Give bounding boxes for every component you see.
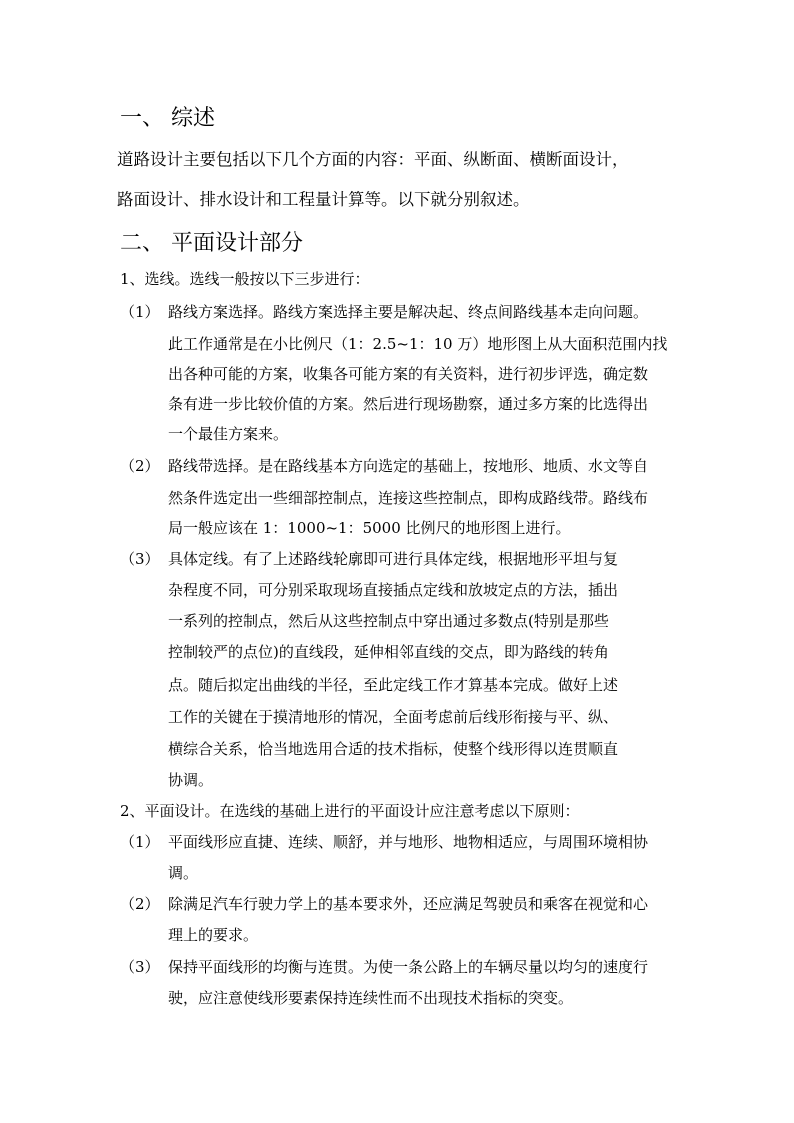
item-line: 除满足汽车行驶力学上的基本要求外，还应满足驾驶员和乘客在视觉和心	[168, 895, 649, 913]
item-line: 控制较严的点位)的直线段，延伸相邻直线的交点，即为路线的转角	[168, 643, 609, 661]
item-number: （3）	[120, 958, 160, 976]
item-line: 具体定线。有了上述路线轮廓即可进行具体定线，根据地形平坦与复	[168, 550, 619, 568]
item-line: 路线带选择。是在路线基本方向选定的基础上，按地形、地质、水文等自	[168, 457, 649, 475]
item-line: 横综合关系，恰当地选用合适的技术指标，使整个线形得以连贯顺直	[168, 740, 619, 758]
item-line: 一系列的控制点，然后从这些控制点中穿出通过多数点(特别是那些	[168, 612, 609, 630]
overview-para-line: 道路设计主要包括以下几个方面的内容：平面、纵断面、横断面设计，	[117, 150, 629, 169]
item-line: 平面线形应直捷、连续、顺舒，并与地形、地物相适应，与周围环境相协	[168, 833, 649, 851]
item-line: 此工作通常是在小比例尺（1：2.5~1：10 万）地形图上从大面积范围内找	[168, 335, 668, 353]
item-number: （2）	[120, 457, 160, 475]
item-line: 点。随后拟定出曲线的半径，至此定线工作才算基本完成。做好上述	[168, 676, 619, 694]
item-line: 保持平面线形的均衡与连贯。为使一条公路上的车辆尽量以均匀的速度行	[168, 958, 649, 976]
item-line: 协调。	[168, 771, 214, 789]
section-heading-overview: 一、 综述	[120, 106, 215, 131]
section-heading-plan-design: 二、 平面设计部分	[120, 231, 303, 256]
item-line: 然条件选定出一些细部控制点，连接这些控制点，即构成路线带。路线布	[168, 489, 649, 507]
item-line: 路线方案选择。路线方案选择主要是解决起、终点间路线基本走向问题。	[168, 303, 649, 321]
item-line: 局一般应该在 1：1000~1：5000 比例尺的地形图上进行。	[168, 519, 571, 537]
item-line: 一个最佳方案来。	[168, 425, 289, 443]
item-line: 条有进一步比较价值的方案。然后进行现场勘察，通过多方案的比选得出	[168, 395, 649, 413]
item-line: 工作的关键在于摸清地形的情况，全面考虑前后线形衔接与平、纵、	[168, 708, 619, 726]
item-line: 出各种可能的方案，收集各可能方案的有关资料，进行初步评选，确定数	[168, 365, 649, 383]
item-number: （1）	[120, 303, 160, 321]
overview-para-line: 路面设计、排水设计和工程量计算等。以下就分别叙述。	[117, 190, 530, 209]
subsection-title-route-selection: 1、选线。选线一般按以下三步进行：	[120, 270, 370, 288]
item-line: 驶，应注意使线形要素保持连续性而不出现技术指标的突变。	[168, 989, 574, 1007]
item-line: 调。	[168, 864, 199, 882]
item-line: 杂程度不同，可分别采取现场直接插点定线和放坡定点的方法，插出	[168, 581, 619, 599]
item-number: （3）	[120, 550, 160, 568]
item-line: 理上的要求。	[168, 926, 259, 944]
item-number: （1）	[120, 833, 160, 851]
item-number: （2）	[120, 895, 160, 913]
subsection-title-plan-design: 2、平面设计。在选线的基础上进行的平面设计应注意考虑以下原则：	[120, 802, 580, 820]
